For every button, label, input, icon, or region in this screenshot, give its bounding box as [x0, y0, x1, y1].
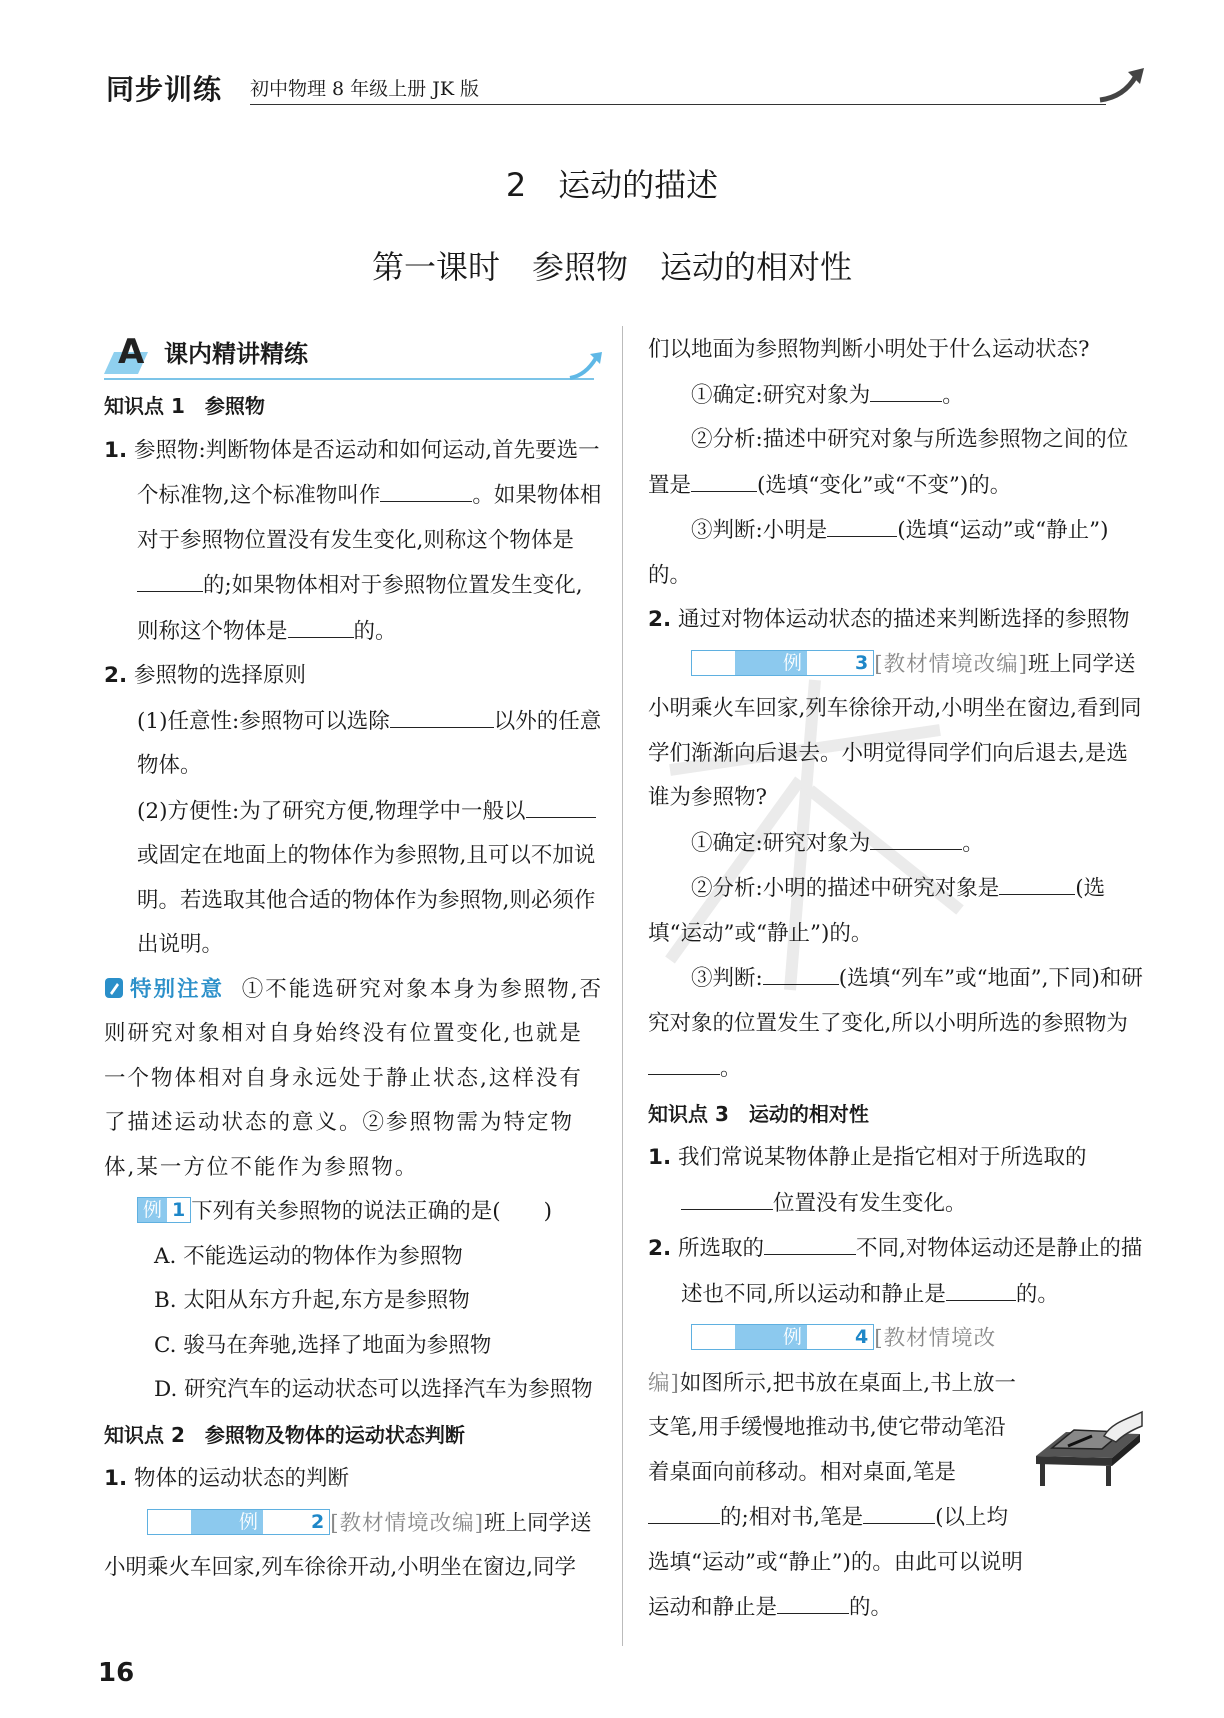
example-number: 2 [263, 1510, 329, 1534]
list-item [104, 429, 604, 655]
example-badge [137, 1197, 191, 1223]
item-text: 不同,对物体运动还是静止的描述也不同,所以运动和静止是 [681, 1236, 1143, 1307]
example-word: 例 [735, 1325, 807, 1349]
knowledge-point-heading: 知识点 1 参照物 [104, 394, 265, 418]
list-item [648, 1226, 1146, 1317]
answer-blank[interactable] [380, 473, 472, 502]
example-text: (以上均选填“运动”或“静止”)的。由此可以说明运动和静止是 [648, 1505, 1023, 1620]
example-word: 例 [138, 1198, 167, 1222]
answer-blank[interactable] [870, 373, 942, 402]
step-text: (选填“列车”或“地面”,下同)和研究对象的位置发生了变化,所以小明所选的参照物为 [648, 966, 1143, 1036]
item-number: 1. [648, 1145, 672, 1170]
item-text: 的。 [1015, 1281, 1059, 1307]
step-text: (选填“运动”或“静止”)的。 [648, 876, 1106, 946]
answer-blank[interactable] [777, 1585, 849, 1614]
step-analyze [648, 866, 1146, 956]
continued-text: 们以地面为参照物判断小明处于什么运动状态? [648, 337, 1090, 362]
item-text: 我们常说某物体静止是指它相对于所选取的 [677, 1145, 1087, 1170]
example-text: 班上同学送小明乘火车回家,列车徐徐开动,小明坐在窗边,同学 [104, 1510, 592, 1580]
answer-blank[interactable] [526, 789, 596, 818]
step-text: (选填“运动”或“静止”)的。 [648, 518, 1109, 588]
example-number: 4 [807, 1325, 873, 1349]
item-number: 1. [104, 437, 128, 463]
item-text: 物体的运动状态的判断 [133, 1466, 349, 1491]
lesson-title: 第一课时 参照物 运动的相对性 [371, 248, 852, 286]
step-judge [648, 508, 1146, 598]
answer-blank[interactable] [137, 563, 203, 592]
step-text: ①确定:研究对象为 [691, 830, 871, 856]
principle-text: 以外的任意物体。 [137, 708, 602, 778]
special-note [104, 968, 604, 1191]
example-badge [691, 1324, 874, 1350]
step-text: ②分析:描述中研究对象与所选参照物之间的位置是 [648, 427, 1129, 498]
step-text: 。 [720, 1056, 742, 1081]
list-item [648, 1136, 1146, 1226]
step-identify [648, 821, 1146, 867]
page-header [106, 64, 1146, 110]
chapter-title: 2 运动的描述 [505, 166, 719, 204]
column-divider [622, 326, 623, 1646]
step-text: ②分析:小明的描述中研究对象是 [691, 876, 1000, 901]
list-item [648, 598, 1146, 643]
option-c[interactable]: C. 骏马在奔驰,选择了地面为参照物 [154, 1332, 492, 1358]
section-a-banner [104, 332, 604, 382]
step-analyze [648, 418, 1146, 508]
page-number: 16 [98, 1658, 135, 1688]
item-text: 参照物的选择原则 [133, 663, 306, 688]
pencil-icon [104, 977, 124, 999]
step-judge [648, 956, 1146, 1092]
section-title: 课内精讲精练 [164, 340, 308, 368]
answer-blank[interactable] [288, 609, 354, 638]
item-number: 2. [648, 1236, 672, 1261]
example-text: 下列有关参照物的说法正确的是( ) [191, 1199, 553, 1224]
example-3 [648, 643, 1146, 821]
example-word: 例 [735, 651, 807, 675]
note-heading: 特别注意 [130, 976, 225, 1002]
example-text: 的。 [849, 1595, 893, 1620]
source-tag: [教材情境改编] [330, 1510, 485, 1536]
principle-arbitrary [104, 699, 604, 789]
header-brand: 同步训练 [106, 73, 223, 106]
header-rule [250, 104, 1106, 105]
example-text: 班上同学送小明乘火车回家,列车徐徐开动,小明坐在窗边,看到同学们渐渐向后退去。小明觉得同学们向后退去,是选谁为参照物? [648, 651, 1142, 810]
option-b[interactable]: B. 太阳从东方升起,东方是参照物 [154, 1288, 470, 1313]
principle-text: 或固定在地面上的物体作为参照物,且可以不加说明。若选取其他合适的物体作为参照物,则必须作出说明。 [137, 843, 596, 957]
item-text: 参照物:判断物体是否运动和如何运动,首先要选一个标准物,这个标准物叫作 [133, 437, 600, 508]
item-number: 2. [648, 607, 672, 632]
item-number: 1. [104, 1466, 128, 1491]
answer-blank[interactable] [763, 956, 839, 985]
item-text: 位置没有发生变化。 [773, 1190, 967, 1216]
answer-blank[interactable] [946, 1272, 1016, 1301]
example-1 [104, 1190, 604, 1235]
step-identify [648, 373, 1146, 419]
step-text: 。 [962, 830, 984, 856]
answer-blank[interactable] [764, 1226, 856, 1255]
arrow-icon [1098, 64, 1146, 104]
answer-blank[interactable] [870, 821, 962, 850]
item-text: 所选取的 [677, 1236, 764, 1261]
example-2 [104, 1502, 604, 1591]
answer-blank[interactable] [827, 508, 897, 537]
answer-blank[interactable] [648, 1046, 720, 1075]
example-number: 1 [167, 1198, 190, 1222]
list-item [104, 654, 604, 699]
answer-blank[interactable] [390, 699, 494, 728]
left-column [104, 332, 604, 1591]
item-text: 的;如果物体相对于参照物位置发生变化,则称这个物体是 [137, 573, 583, 644]
answer-blank[interactable] [863, 1495, 935, 1524]
step-text: ③判断: [691, 966, 763, 991]
knowledge-point-heading: 知识点 2 参照物及物体的运动状态判断 [104, 1422, 465, 1447]
example-number: 3 [807, 651, 873, 675]
example-word: 例 [191, 1510, 263, 1534]
note-text: ①不能选研究对象本身为参照物,否则研究对象相对自身始终没有位置变化,也就是一个物体相对自身永远处于静止状态,这样没有了描述运动状态的意义。②参照物需为特定物体,某一方位不能作为参照物。 [104, 976, 604, 1180]
example-badge [147, 1509, 330, 1535]
list-item [104, 1457, 604, 1502]
example-text: 如图所示,把书放在桌面上,书上放一支笔,用手缓慢地推动书,使它带动笔沿着桌面向前移动。相对桌面,笔是 [648, 1370, 1017, 1485]
step-text: ①确定:研究对象为 [691, 382, 871, 408]
knowledge-point-heading: 知识点 3 运动的相对性 [648, 1101, 869, 1126]
step-text: ③判断:小明是 [691, 518, 828, 543]
header-subtitle: 初中物理 8 年级上册 JK 版 [250, 78, 480, 100]
step-text: (选填“变化”或“不变”)的。 [757, 472, 1012, 498]
example-text: 的;相对书,笔是 [720, 1505, 864, 1530]
section-rule [104, 378, 594, 380]
answer-blank[interactable] [999, 866, 1075, 895]
option-d[interactable]: D. 研究汽车的运动状态可以选择汽车为参照物 [154, 1377, 593, 1402]
item-text: 通过对物体运动状态的描述来判断选择的参照物 [677, 607, 1130, 632]
principle-convenience [104, 789, 604, 968]
example-badge [691, 650, 874, 676]
principle-text: (1)任意性:参照物可以选除 [137, 708, 390, 734]
item-number: 2. [104, 663, 128, 688]
arrow-icon [568, 350, 604, 380]
section-letter: A [118, 332, 145, 372]
answer-blank[interactable] [691, 463, 757, 492]
step-text: 。 [942, 382, 964, 408]
book-on-desk-figure [1032, 1392, 1144, 1488]
source-tag: [教材情境改编] [648, 1326, 997, 1396]
option-a[interactable]: A. 不能选运动的物体作为参照物 [154, 1243, 463, 1269]
answer-blank[interactable] [681, 1181, 773, 1210]
item-text: 的。 [353, 618, 397, 644]
answer-blank[interactable] [648, 1495, 720, 1524]
principle-text: (2)方便性:为了研究方便,物理学中一般以 [137, 798, 526, 824]
item-text: 。如果物体相对于参照物位置没有发生变化,则称这个物体是 [137, 483, 602, 553]
source-tag: [教材情境改编] [874, 651, 1029, 677]
